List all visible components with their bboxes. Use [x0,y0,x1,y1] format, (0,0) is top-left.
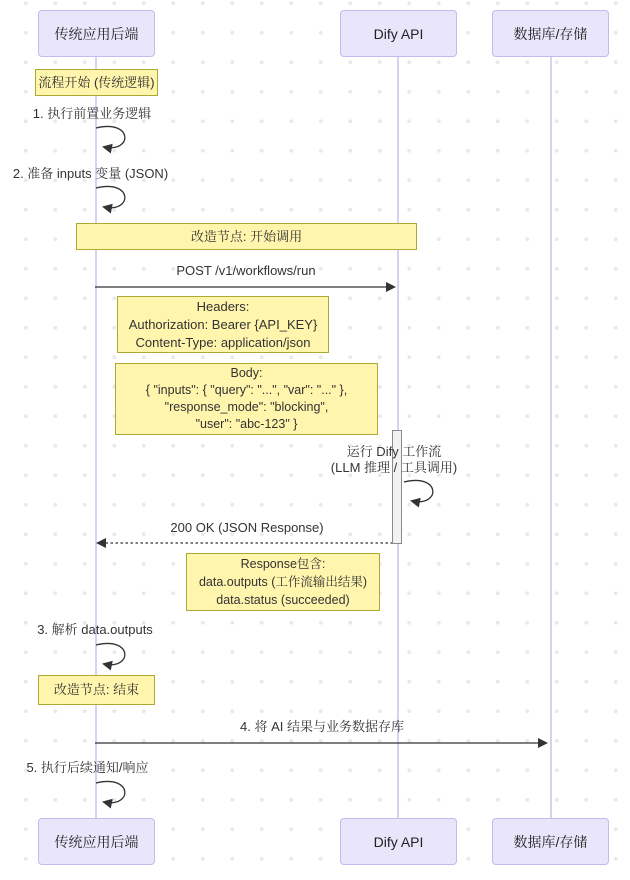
actor-backend-label: 传统应用后端 [54,25,139,42]
note-headers [117,296,329,353]
note-response-line: data.status (succeeded) [216,593,350,607]
actor-dify-api-top [340,10,457,57]
self-message-dify-run-label [294,444,494,476]
actor-backend-top [38,10,155,57]
self-loop-step1 [96,126,125,147]
note-body-line: "response_mode": "blocking", [164,400,329,414]
actor-database-bottom [492,818,609,865]
message-store-label: 4. 将 AI 结果与业务数据存库 [240,719,404,734]
self-loop-step2 [96,186,125,207]
actor-database-label: 数据库/存储 [513,25,588,42]
note-response-line: data.outputs (工作流输出结果) [198,575,368,589]
note-response [186,553,380,611]
actor-database-label: 数据库/存储 [513,833,588,850]
note-node-end [38,675,155,705]
note-body-line: { "inputs": { "query": "...", "var": "..." }, [145,383,348,397]
actor-dify-api-bottom [340,818,457,865]
note-headers-line: Content-Type: application/json [135,334,311,350]
message-ok-label: 200 OK (JSON Response) [170,520,324,535]
note-node-start [76,223,417,250]
self-loop-step5 [96,781,125,802]
self-loop-dify-run [404,480,433,501]
actor-database-top [492,10,609,57]
self-message-step2-label: 2. 准备 inputs 变量 (JSON) [12,166,169,181]
actor-backend-bottom [38,818,155,865]
actor-dify-api-label: Dify API [373,833,424,850]
dify-run-line: 运行 Dify 工作流 [346,444,442,459]
note-body-line: "user": "abc-123" } [195,417,298,431]
self-loop-step3 [96,643,125,664]
actor-backend-label: 传统应用后端 [54,833,139,850]
note-body-line: Body: [230,366,263,380]
note-node-start-text: 改造节点: 开始调用 [190,228,303,244]
self-message-step1-label: 1. 执行前置业务逻辑 [32,106,152,121]
note-node-end-text: 改造节点: 结束 [53,682,140,697]
note-body [115,363,378,435]
lifeline-database [550,57,552,818]
note-headers-line: Authorization: Bearer {API_KEY} [128,316,318,332]
note-process-start [35,69,158,96]
note-process-start-text: 流程开始 (传统逻辑) [38,74,155,90]
actor-dify-api-label: Dify API [373,25,424,42]
dify-run-line: (LLM 推理 / 工具调用) [330,460,458,475]
note-response-line: Response包含: [240,557,326,571]
note-headers-line: Headers: [196,298,250,314]
self-message-step3-label: 3. 解析 data.outputs [37,622,153,637]
self-message-step5-label: 5. 执行后续通知/响应 [26,760,149,775]
message-post-label: POST /v1/workflows/run [176,263,316,278]
